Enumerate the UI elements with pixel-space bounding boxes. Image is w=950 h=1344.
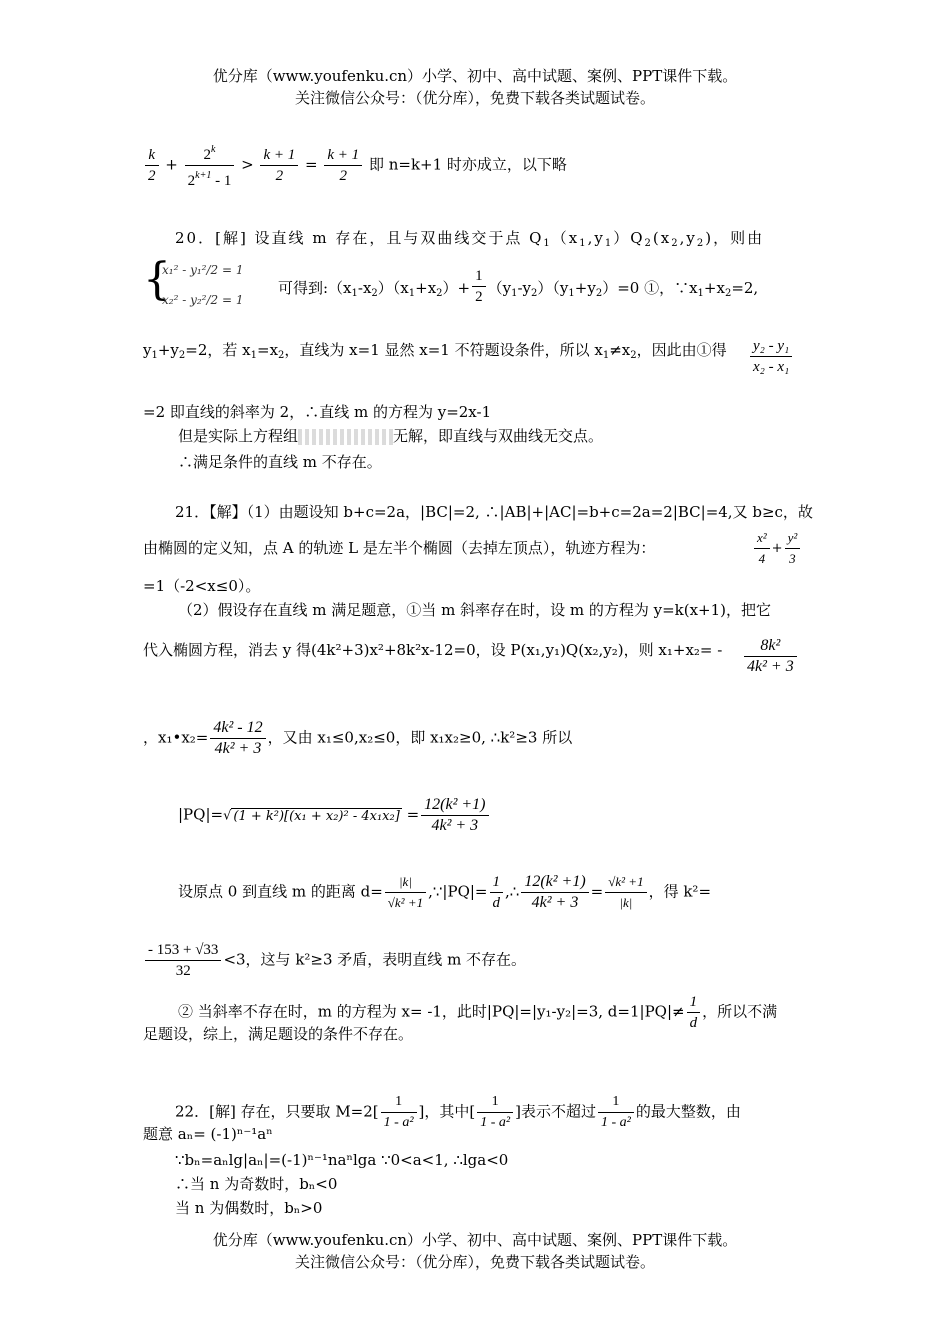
induction-conclusion: $\frac{k}{2}$ + $\frac{2^k}{2^{k+1} - 1}$ > $\frac{k + 1}{2}$ = $\frac{k + 1}{2}$ 即 n=k+1 时亦成立，以下略	[143, 140, 567, 191]
p20-line-5: 但是实际上方程组 无解，即直线与双曲线无交点。	[178, 427, 604, 445]
system-equation-2: x₂² - y₂²/2 = 1	[162, 293, 244, 307]
k-value-line: $\frac{- 153 + √33}{32}$ <3，这与 k²≥3 矛盾，表明直线 m 不存在。	[143, 940, 526, 981]
p20-line-6: ∴满足条件的直线 m 不存在。	[178, 453, 382, 471]
p20-line-4: =2 即直线的斜率为 2，∴直线 m 的方程为 y=2x-1	[143, 403, 492, 421]
fraction-2k: $\frac{2^k}{2^{k+1} - 1}$	[185, 140, 235, 191]
p21-line-3: =1（-2<x≤0）。	[143, 577, 261, 595]
system-brace: {	[143, 254, 171, 305]
p22-line-1: 22．[解] 存在，只要取 M=2[ $\frac{1}{\text{1 - a²}}$ ]，其中[ $\frac{1}{\text{1 - a²}}$ ]表示不超过 $\frac{1}{\text{1 - a²}}$ 的最大整数，由	[175, 1094, 741, 1130]
fraction-k1-over-2: $\frac{k + 1}{2}$	[260, 145, 298, 186]
p21-line-1: 21．【解】（1）由题设知 b+c=2a，|BC|=2, ∴|AB|+|AC|=b+c=2a=2|BC|=4,又 b≥c，故	[175, 503, 813, 521]
p22-line-4: ∴当 n 为奇数时，bₙ<0	[175, 1175, 338, 1193]
p20-line-3: $y_1+y_2=2$，若 $x_1=x_2$，直线为 x=1 显然 x=1 不符题设条件，所以 $x_1\ne x_2$，因此由①得	[143, 341, 727, 361]
header-line-2: 关注微信公众号：（优分库），免费下载各类试题试卷。	[294, 89, 655, 107]
slope-fraction: $\frac{\text{y₂ - y₁}}{\text{x₂ - x₁}}$	[748, 336, 794, 377]
ellipse-equation: $\frac{\text{x²}}{4}$ + $\frac{\text{y²}}{3}$	[752, 528, 802, 569]
fraction-k1-over-2-b: $\frac{k + 1}{2}$	[324, 145, 362, 186]
fraction-k-over-2: $\frac{k}{2}$	[145, 145, 159, 186]
distance-line: 设原点 0 到直线 m 的距离 d= $\frac{|k|}{\text{√k² +1}}$ ,∵|PQ|= $\frac{1}{d}$ ,∴ $\frac{\text{12(k² +1)}}{\text{4k² + 3}}$ = $\frac{\text{√k² +1}}{|k|}$ ，得 k²=	[178, 873, 712, 911]
p22-line-2: 题意 aₙ= (-1)ⁿ⁻¹aⁿ	[143, 1125, 273, 1143]
footer-line-1: 优分库（www.youfenku.cn）小学、初中、高中试题、案例、PPT课件下载。	[212, 1231, 738, 1249]
header-line-1: 优分库（www.youfenku.cn）小学、初中、高中试题、案例、PPT课件下载。	[212, 67, 738, 85]
sum-roots-fraction: $\frac{\text{8k²}}{\text{4k² + 3}}$	[742, 636, 799, 677]
pq-formula: |PQ|=√ (1 + k²)[(x₁ + x₂)² - 4x₁x₂] = $\frac{\text{12(k² +1)}}{\text{4k² + 3}}$	[178, 795, 491, 836]
p21-line-6: ，x₁•x₂= $\frac{\text{4k² - 12}}{\text{4k² + 3}}$ ，又由 x₁≤0,x₂≤0，即 x₁x₂≥0, ∴k²≥3 所以	[143, 719, 573, 757]
p21-case-2: ② 当斜率不存在时，m 的方程为 x= -1，此时|PQ|=|y₁-y₂|=3, d=1|PQ|≠ $\frac{1}{d}$ ，所以不满	[178, 994, 778, 1031]
p21-line-4: （2）假设存在直线 m 满足题意，①当 m 斜率存在时，设 m 的方程为 y=k(x+1)，把它	[178, 601, 772, 619]
p22-line-3: ∵bₙ=aₙlg|aₙ|=(-1)ⁿ⁻¹naⁿlga ∵0<a<1, ∴lga<0	[175, 1151, 509, 1169]
p20-line-2: 可得到$:(x_1-x_2)(x_1+x_2)+$ $\frac{1}{2}$ $(y_1-y_2)(y_1+y_2)=0$ ①，$\because x_1+x_2=2$,	[278, 268, 759, 305]
system-equation-1: x₁² - y₁²/2 = 1	[162, 263, 244, 277]
footer-line-2: 关注微信公众号：（优分库），免费下载各类试题试卷。	[294, 1253, 655, 1271]
p21-line-5: 代入椭圆方程，消去 y 得(4k²+3)x²+8k²x-12=0，设 P(x₁,y₁)Q(x₂,y₂)，则 x₁+x₂= -	[143, 641, 723, 659]
blurred-equation-system	[298, 429, 393, 445]
p21-line-2: 由椭圆的定义知，点 A 的轨迹 L 是左半个椭圆（去掉左顶点），轨迹方程为：	[143, 539, 656, 557]
p22-line-5: 当 n 为偶数时，bₙ>0	[175, 1199, 323, 1217]
p20-line-1: 20．[解] 设直线 m 存在，且与双曲线交于点 $Q_1(x_1,y_1)Q_2(x_2,y_2)$，则由	[175, 229, 765, 249]
p21-conclusion: 足题设，综上，满足题设的条件不存在。	[143, 1025, 414, 1043]
